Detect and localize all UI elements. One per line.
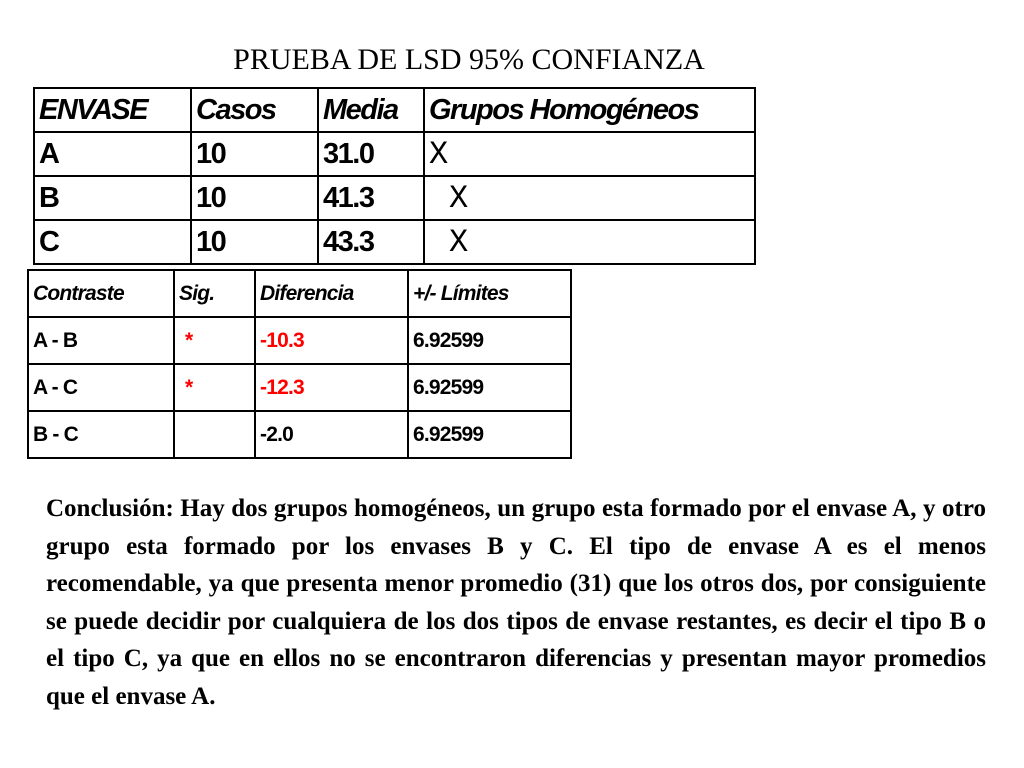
contraste-cell: A - B (28, 317, 174, 364)
table-row (28, 317, 571, 364)
significance-marker: * (174, 364, 255, 411)
table-row (34, 220, 755, 264)
header-contraste: Contraste (28, 270, 174, 317)
header-media: Media (318, 88, 424, 132)
envase-cell: C (34, 220, 191, 264)
media-cell: 41.3 (318, 176, 424, 220)
casos-cell: 10 (191, 220, 318, 264)
diferencia-cell: -2.0 (255, 411, 408, 458)
group-mark-cell: X (424, 176, 755, 220)
header-diferencia: Diferencia (255, 270, 408, 317)
casos-cell: 10 (191, 176, 318, 220)
diferencia-cell: -12.3 (255, 364, 408, 411)
header-sig: Sig. (174, 270, 255, 317)
header-casos: Casos (191, 88, 318, 132)
header-envase: ENVASE (34, 88, 191, 132)
limites-cell: 6.92599 (408, 411, 571, 458)
table-header-row (28, 270, 571, 317)
limites-cell: 6.92599 (408, 317, 571, 364)
envase-cell: A (34, 132, 191, 176)
media-cell: 43.3 (318, 220, 424, 264)
significance-marker: * (174, 317, 255, 364)
diferencia-cell: -10.3 (255, 317, 408, 364)
table-row (34, 132, 755, 176)
contrast-table (27, 269, 572, 459)
table-row (28, 411, 571, 458)
group-mark-cell: X (424, 132, 755, 176)
table-header-row (34, 88, 755, 132)
table-row (28, 364, 571, 411)
significance-marker (174, 411, 255, 458)
envase-cell: B (34, 176, 191, 220)
lsd-groups-table (33, 87, 756, 265)
group-mark-cell: X (424, 220, 755, 264)
conclusion-paragraph: Conclusión: Hay dos grupos homogéneos, un grupo esta formado por el envase A, y otro grupo esta formado por los envases B y C. El tipo de envase A es el menos recomendable, ya que presenta menor promedio (31) que los otros dos, por consiguiente se puede decidir por cualquiera de los dos tipos de envase restantes, es decir el tipo B o el tipo C, ya que en ellos no se encontraron diferencias y presentan mayor promedios que el envase A. (46, 495, 986, 710)
table-row (34, 176, 755, 220)
media-cell: 31.0 (318, 132, 424, 176)
contraste-cell: A - C (28, 364, 174, 411)
limites-cell: 6.92599 (408, 364, 571, 411)
header-limites: +/- Límites (408, 270, 571, 317)
contraste-cell: B - C (28, 411, 174, 458)
page-title: PRUEBA DE LSD 95% CONFIANZA (233, 43, 705, 76)
header-grupos-homogeneos: Grupos Homogéneos (424, 88, 755, 132)
casos-cell: 10 (191, 132, 318, 176)
